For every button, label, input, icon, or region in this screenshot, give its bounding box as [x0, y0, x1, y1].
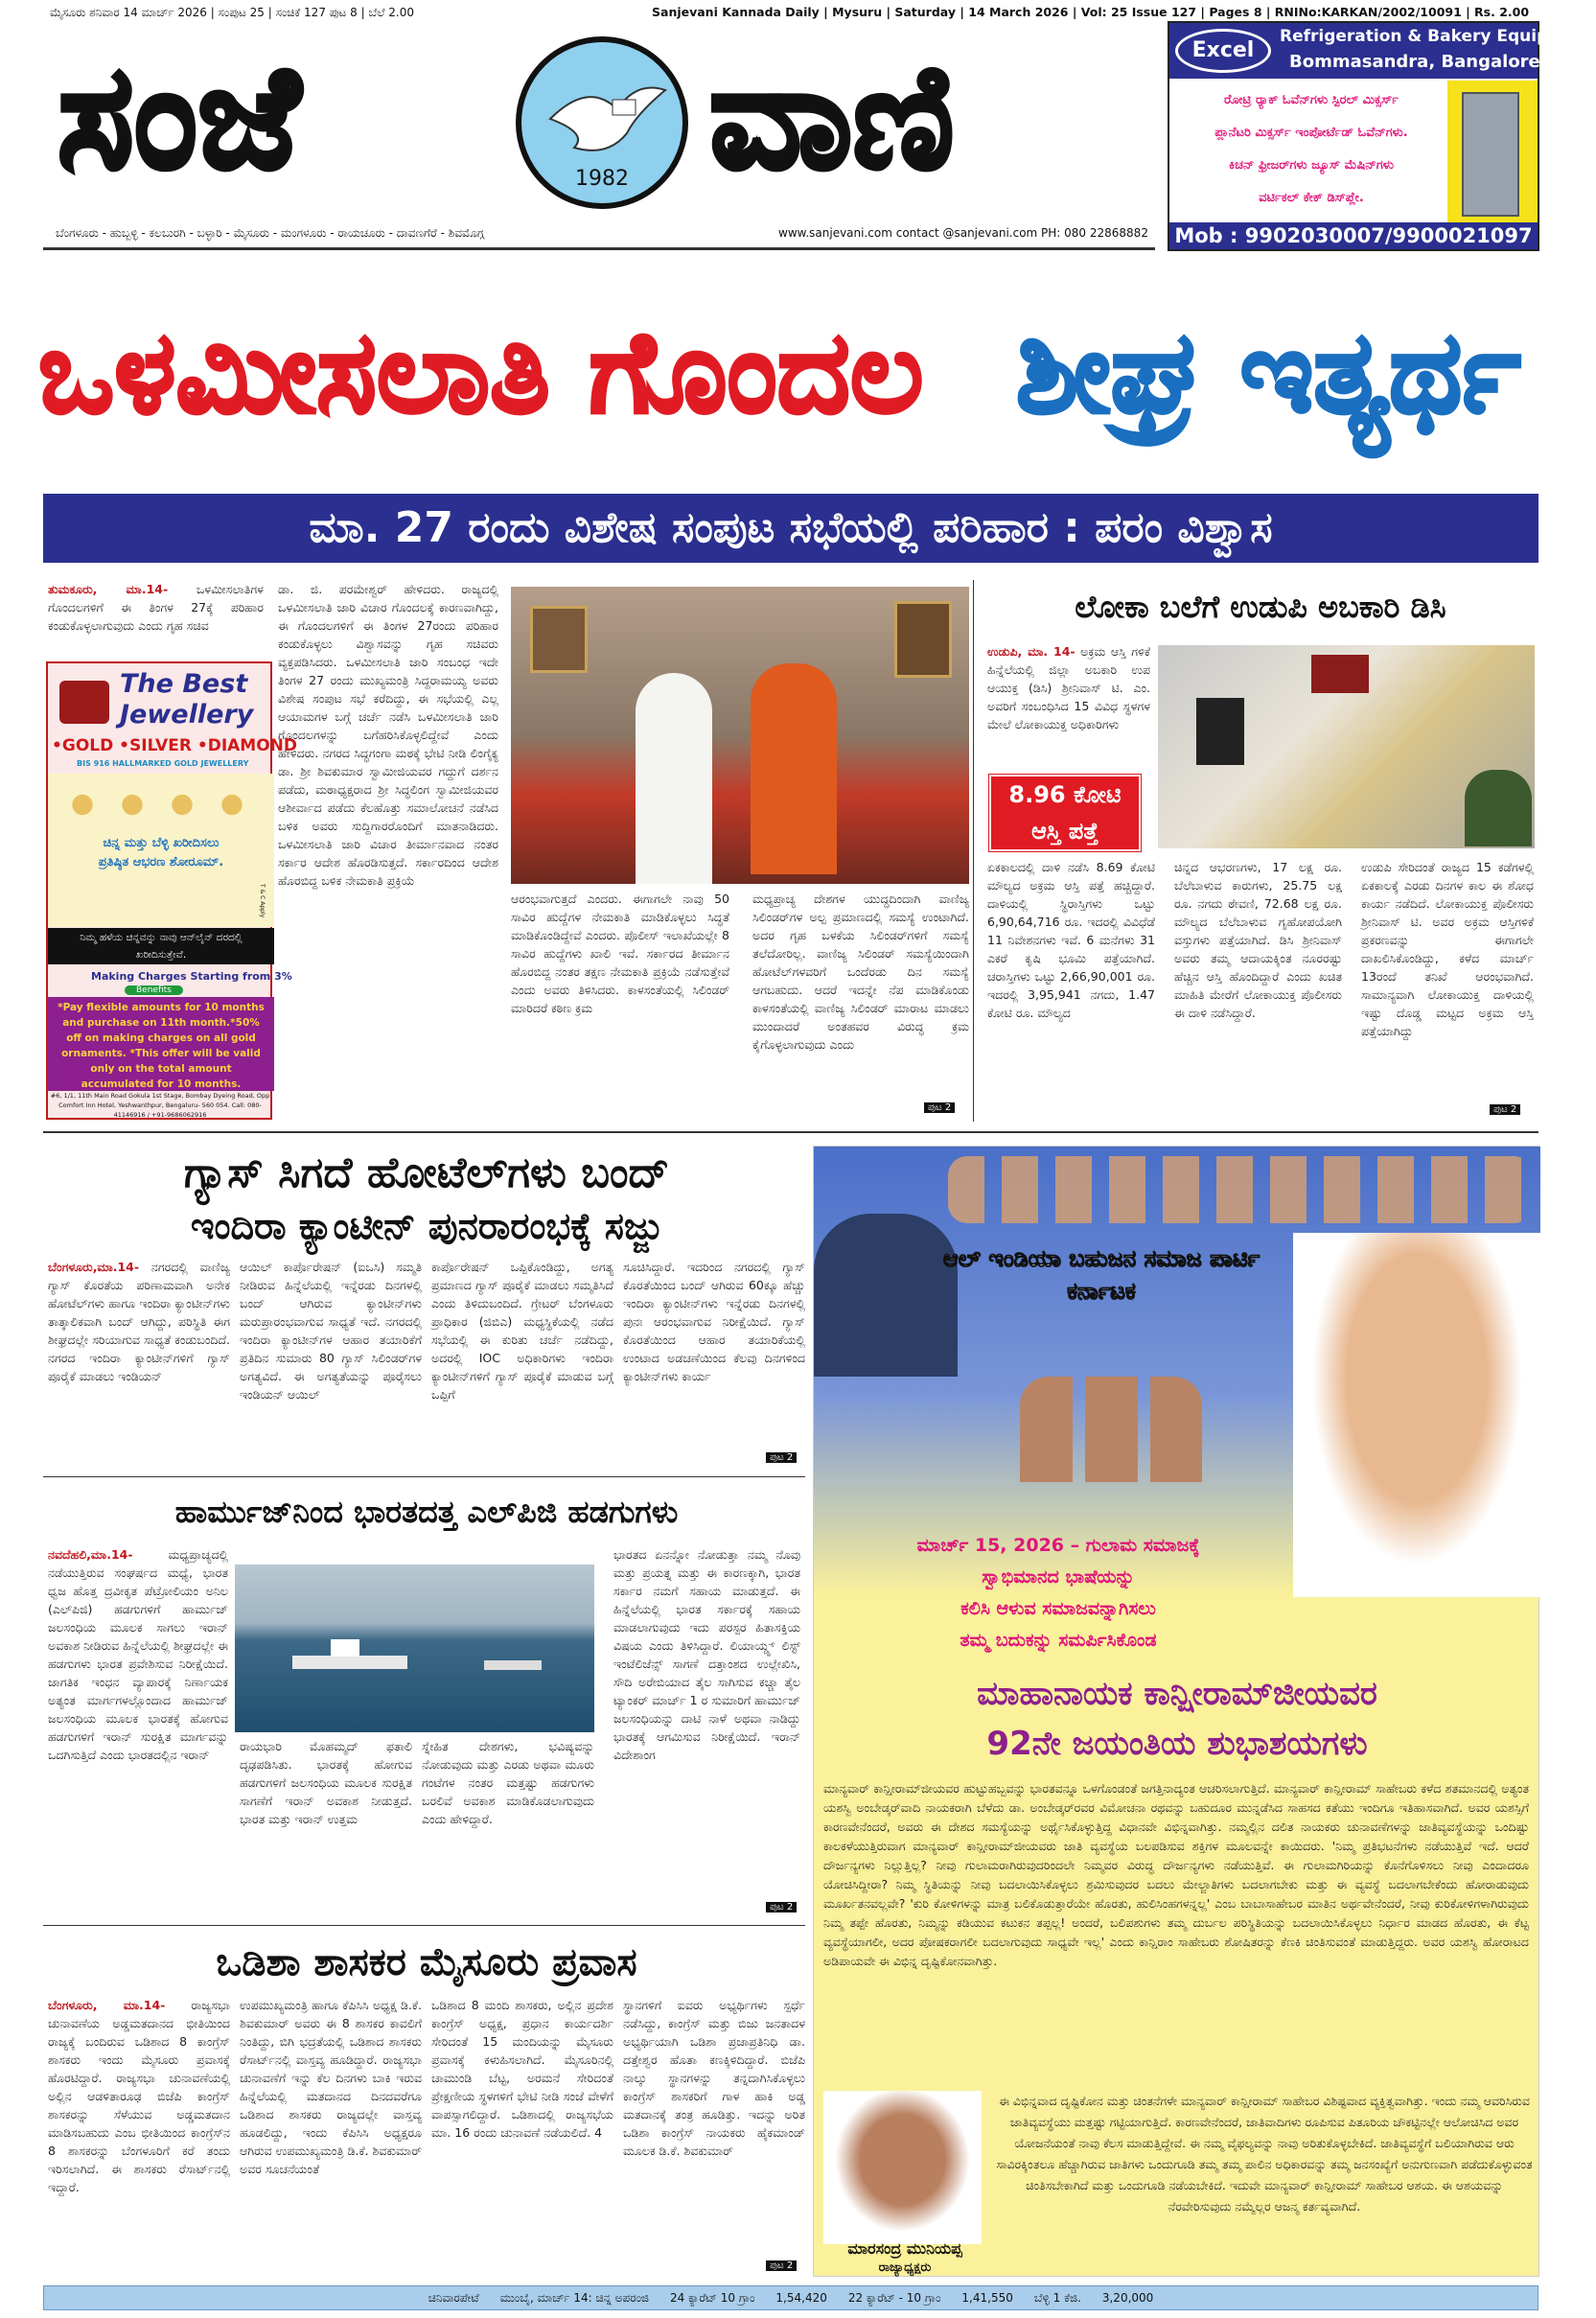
excel-logo: Excel [1175, 29, 1271, 73]
lead-body: ಆರಂಭವಾಗುತ್ತದೆ ಎಂದರು. ಈಗಾಗಲೇ ನಾವು 50 ಸಾವಿರ ಹುದ್ದೆಗಳ ನೇಮಕಾತಿ ಮಾಡಿಕೊಳ್ಳಲು ಸಿದ್ಧತೆ ಮಾಡಿಕೊಂಡಿದ್ದೇವೆ ಎಂದರು. ಪೊಲೀಸ್ ಇಲಾಖೆಯಲ್ಲೇ 8 ಸಾವಿರ ಹುದ್ದೆಗಳು ಖಾಲಿ ಇವೆ. ಸರ್ಕಾರದ ತೀರ್ಮಾನ ಹೊರಬಿದ್ದ ನಂತರ ತಕ್ಷಣ ನೇಮಕಾತಿ ಪ್ರಕ್ರಿಯೆ ನಡೆಸುತ್ತೇವೆ ಎಂದು ಅವರು ತಿಳಿಸಿದರು. ಕಾಳಸಂತೆಯಲ್ಲಿ ಸಿಲಿಂಡರ್ ಮಾರಿದರೆ ಕಠಿಣ ಕ್ರಮ [511, 892, 729, 1015]
odisha-body: ಸ್ಥಾನಗಳಿಗೆ ಐವರು ಅಭ್ಯರ್ಥಿಗಳು ಸ್ಪರ್ಧೆ ನಡೆಸಿದ್ದು, ಕಾಂಗ್ರೆಸ್ ಮತ್ತು ಬಿಜು ಜನತಾದಳ ಅಭ್ಯರ್ಥಿಯಾಗಿ ಒಡಿಶಾ ಪ್ರಜಾಪ್ರತಿನಿಧಿ ಡಾ. ದತ್ತೇಶ್ವರ ಹೊತಾ ಕಣಕ್ಕಿಳಿದಿದ್ದಾರೆ. ಬಿಜೆಪಿ ನಾಲ್ಕು ಸ್ಥಾನಗಳನ್ನು ತನ್ನದಾಗಿಸಿಕೊಳ್ಳಲು ಕಾಂಗ್ರೆಸ್ ಶಾಸಕರಿಗೆ ಗಾಳ ಹಾಕಿ ಅಡ್ಡ ಮತದಾನಕ್ಕೆ ತಂತ್ರ ಹೂಡಿತ್ತು. ಇದನ್ನು ಅರಿತ ಒಡಿಶಾ ಕಾಂಗ್ರೆಸ್ ನಾಯಕರು ಹೈಕಮಾಂಡ್ ಮೂಲಕ ಡಿ.ಕೆ. ಶಿವಕುಮಾರ್ [623, 1998, 805, 2158]
excel-line: ಕಿಚನ್ ಫ್ರೀಜರ್‌ಗಳು ಜ್ಯೂಸ್ ಮೆಷಿನ್‌ಗಳು [1228, 158, 1394, 173]
excel-line: ರೋಟ್ರಿ ರ್‍ಯಾಕ್ ಓವೆನ್‌ಗಳು ಸ್ಪಿರಲ್ ಮಿಕ್ಸರ್ಸ್ [1224, 93, 1399, 107]
lead-photo [511, 587, 969, 884]
jewellery-advertisement [46, 661, 298, 1120]
dateline: ತುಮಕೂರು, ಮಾ.14- [48, 582, 169, 596]
ticker-value: 1,54,420 [775, 2291, 827, 2305]
tribute-paragraph: ಮಾನ್ಯವಾರ್ ಕಾನ್ಷೀರಾಮ್‌ಜೀಯವರ ಹುಟ್ಟುಹಬ್ಬವನ್ನು ಭಾರತವನ್ನೂ ಒಳಗೊಂಡಂತೆ ಜಗತ್ತಿನಾದ್ಯಂತ ಆಚರಿಸಲಾಗುತ್ತಿದೆ. ಮಾನ್ಯವಾರ್ ಕಾನ್ಷೀರಾಮ್ ಸಾಹೇಬರು ಕಳೆದ ಶತಮಾನದಲ್ಲಿ ಅತ್ಯಂತ ಯಶಸ್ವಿ ಅಂಬೇಡ್ಕರ್‌ವಾದಿ ನಾಯಕರಾಗಿ ಬೆಳೆದು ಡಾ. ಅಂಬೇಡ್ಕರ್‌ರವರ ವಿಮೋಚನಾ ರಥವನ್ನು ಬಹುದೂರ ಮುನ್ನಡೆಸಿದ ಸಾಹಸದ ಕತೆಯು ಇಂದಿಗೂ ಇತಿಹಾಸವಾಗಿದೆ. ಅವರ ಯಶಸ್ಸಿಗೆ ಕಾರಣವೇನೆಂದರೆ, ಅವರು ಈ ದೇಶದ ಸಮಸ್ಯೆಯನ್ನು ಅರ್ಥೈಸಿಕೊಳ್ಳುತ್ತಿದ್ದ ವಿಧಾನವೇ ವಿಭಿನ್ನವಾಗಿತ್ತು. ನಮ್ಮಲ್ಲಿನ ದಲಿತ ನಾಯಕರು ಚುನಾವಣೆಗಳನ್ನು ಜಾತಿವ್ಯವಸ್ಥೆಯನ್ನು ಒಂದಿಷ್ಟು ಕಾಲಕಳೆಯುತ್ತಿರುವಾಗ ಮಾನ್ಯವಾರ್ ಕಾನ್ಷೀರಾಮ್‌ಜೀಯವರು ಜಾತಿ ವ್ಯವಸ್ಥೆಯ ಬಲಪಡಿಸುವ ಶಕ್ತಿಗಳ ಮೂಲವನ್ನೇ ಕಾಯಿದರು. 'ನಿಮ್ಮ ಪ್ರತಿಭಟನೆಗಳು ನಡೆಯುತ್ತಿವೆ ಇದೆ. ಆದರೆ ದೌರ್ಜನ್ಯಗಳು ನಿಲ್ಲುತ್ತಿಲ್ಲ? ನೀವು ಗುಲಾಮರಾಗಿರುವುದರಿಂದಲೇ ನಿಮ್ಮವರ ವಿರುದ್ಧ ದೌರ್ಜನ್ಯಗಳು ನಡೆಯುತ್ತಿವೆ. ಈ ಗುಲಾಮಗಿರಿಯನ್ನು ಕೊನೆಗೊಳಿಸಲು ನೀವು ಎಂದಾದರೂ ಯೋಚಿಸಿದ್ದೀರಾ? ನಿಮ್ಮ ಸ್ಥಿತಿಯನ್ನು ನೀವು ಬದಲಾಯಿಸಿಕೊಳ್ಳಲು ಶ್ರಮಿಸುವುದರ ಬದಲು ಮೇಲ್ಜಾತಿಗಳು ಬದಲಾಗಬೇಕು ಮತ್ತು ಈ ವ್ಯವಸ್ಥೆ ಬದಲಾಗಬೇಕೆಂದು ಹೋರಾಡುವುದು ಮೂರ್ಖತನವಲ್ಲವೇ? 'ಕುರಿ ಕೋಳಿಗಳನ್ನು ಮಾತ್ರ ಬಲಿಕೊಡುತ್ತಾರೆಯೇ ಹೊರತು, ಹುಲಿಸಿಂಹಗಳನ್ನಲ್ಲ' ಎಂಬ ಬಾಬಾಸಾಹೇಬರ ಮಾತಿನ ಅರ್ಥವೇನೆಂದರೆ, ನೀವು ಕುರಿಕೋಳಿಗಳಾಗಿರುವುದು ನಿಮ್ಮ ತಪ್ಪೇ ಹೊರತು, ನಿಮ್ಮನ್ನು ಕಡಿಯುವ ಕಟುಕನ ತಪ್ಪಲ್ಲ! ಅಂದರೆ, ಬಲಿಪಶುಗಳು ತಮ್ಮ ದುರ್ಬಲ ಪರಿಸ್ಥಿತಿಯನ್ನು ಬದಲಾಯಿಸಿಕೊಳ್ಳಲು ನಿರ್ಧಾರ ಮಾಡದ ಹೊರತು, ಈ ಕೆಟ್ಟ ವ್ಯವಸ್ಥೆಯಾಗಲೀ, ಅದರ ಪೋಷಕರಾಗಲೀ ಬದಲಾಗುವುದು ಸಾಧ್ಯವೇ ಇಲ್ಲ' ಎಂದು ಕಾನ್ಷಿರಾಂ ಸಾಹೇಬರು ಶೋಷಿತರನ್ನು ಕೆಣಕಿ ಚಿಂತಿಸುವಂತೆ ಮಾಡುತ್ತಿದ್ದರು. ಅವರ ಯಶಸ್ವಿ ಹೋರಾಟದ ಅಡಿಪಾಯವೇ ಈ ವಿಭಿನ್ನ ದೃಷ್ಟಿಕೋನವಾಗಿತ್ತು. [823, 1781, 1529, 1968]
excel-location: Bommasandra, Bangalore [1289, 52, 1540, 72]
old-gold-offer: ನಿಮ್ಮ ಹಳೆಯ ಚಿನ್ನವನ್ನು ನಾವು ಆನ್‌ಲೈನ್ ದರದಲ್ಲಿ ಖರೀದಿಸುತ್ತೇವೆ. [48, 928, 274, 964]
jewellery-metals: •GOLD •SILVER •DIAMOND [52, 736, 298, 755]
ticker-item: ಬೆಳ್ಳಿ 1 ಕೆಜಿ. [1033, 2290, 1081, 2305]
benefits-badge: Benefits [125, 985, 183, 995]
tagline-line: ಕಲಿಸಿ ಆಳುವ ಸಮಾಜವನ್ನಾಗಿಸಲು [960, 1598, 1156, 1619]
contact-info: www.sanjevani.com contact @sanjevani.com PH: 080 22868882 [778, 226, 1148, 240]
hormuz-body: ಭಾರತದ ಏನನ್ನೋ ನೋಡುತ್ತಾ ನಮ್ಮ ನೊವು ಮತ್ತು ಪ್ರಯತ್ನ ಮತ್ತು ಈ ಕಾರಣಕ್ಕಾಗಿ, ಭಾರತ ಸರ್ಕಾರ ನಮಗೆ ಸಹಾಯ ಮಾಡುತ್ತದೆ. ಈ ಹಿನ್ನೆಲೆಯಲ್ಲಿ ಭಾರತ ಸರ್ಕಾರಕ್ಕೆ ಸಹಾಯ ಮಾಡಲಾಗುವುದು ಇದು ಪರಸ್ಪರ ಹಿತಾಸಕ್ತಿಯ ವಿಷಯ ಎಂದು ತಿಳಿಸಿದ್ದಾರೆ. ಲಿಯಾಯ್ಡ್ಸ್ ಲಿಸ್ಟ್ ಇಂಟೆಲಿಜೆನ್ಸ್ ಸಾಗಣೆ ದತ್ತಾಂಶದ ಉಲ್ಲೇಖಿಸಿ, ಸೌದಿ ಅರೇಬಿಯಾದ ತೈಲ ಸಾಗಿಸುವ ಕಚ್ಚಾ ತೈಲ ಟ್ಯಾಂಕರ್ ಮಾರ್ಚ್ 1 ರ ಸುಮಾರಿಗೆ ಹಾರ್ಮುಜ್ ಜಲಸಂಧಿಯನ್ನು ದಾಟಿ ನಾಳೆ ಅಥವಾ ನಾಡಿದ್ದು ಭಾರತಕ್ಕೆ ಆಗಮಿಸುವ ನಿರೀಕ್ಷೆಯಿದೆ. ಇರಾನ್ ವಿದೇಶಾಂಗ [613, 1547, 800, 1762]
odisha-headline: ಒಡಿಶಾ ಶಾಸಕರ ಮೈಸೂರು ಪ್ರವಾಸ [216, 1940, 637, 1984]
founding-year: 1982 [575, 167, 629, 191]
excel-line: ವರ್ಟಿಕಲ್ ಕೇಕ್ ಡಿಸ್‌ಪ್ಲೇ. [1259, 191, 1364, 205]
lead-body: ಮಧ್ಯಪ್ರಾಚ್ಯ ದೇಶಗಳ ಯುದ್ಧದಿಂದಾಗಿ ವಾಣಿಜ್ಯ ಸಿಲಿಂಡರ್‌ಗಳ ಅಲ್ಪ ಪ್ರಮಾಣದಲ್ಲಿ ಸಮಸ್ಯೆ ಉಂಟಾಗಿದೆ. ಅದರ ಗೃಹ ಬಳಕೆಯ ಸಿಲಿಂಡರ್‌ಗಳಿಗೆ ಸಮಸ್ಯೆ ತಲೆದೋರಿಲ್ಲ. ವಾಣಿಜ್ಯ ಸಿಲಿಂಡರ್ ಸಮಸ್ಯೆಯಿಂದಾಗಿ ಹೋಟೆಲ್‌ಗಳವರಿಗೆ ಒಂದೆರಡು ದಿನ ಸಮಸ್ಯೆ ಆಗಬಹುದು. ಆದರೆ ಇದನ್ನೇ ನೆಪ ಮಾಡಿಕೊಂಡು ಕಾಳಸಂತೆಯಲ್ಲಿ ವಾಣಿಜ್ಯ ಸಿಲಿಂಡರ್ ಮಾರಾಟ ಮಾಡಲು ಮುಂದಾದರೆ ಅಂತಹವರ ವಿರುದ್ಧ ಕ್ರಮ ಕೈಗೊಳ್ಳಲಾಗುವುದು ಎಂದು [752, 892, 969, 1052]
ticker-value: 3,20,000 [1101, 2291, 1154, 2305]
odisha-body: ರಾಜ್ಯಸಭಾ ಚುನಾವಣೆಯ ಅಡ್ಡಮತದಾನದ ಭೀತಿಯಿಂದ ರಾಜ್ಯಕ್ಕೆ ಬಂದಿರುವ ಒಡಿಶಾದ 8 ಕಾಂಗ್ರೆಸ್ ಶಾಸಕರು ಇಂದು ಮೈಸೂರು ಪ್ರವಾಸಕ್ಕೆ ಹೊರಟಿದ್ದಾರೆ. ರಾಜ್ಯಸಭಾ ಚುನಾವಣೆಯಲ್ಲಿ ಅಲ್ಲಿನ ಆಡಳಿತಾರೂಢ ಬಿಜೆಪಿ ಕಾಂಗ್ರೆಸ್ ಶಾಸಕರನ್ನು ಸೆಳೆಯುವ ಅಡ್ಡಮತದಾನ ಮಾಡಿಸಬಹುದು ಎಂಬ ಭೀತಿಯಿಂದ ಕಾಂಗ್ರೆಸ್‌ನ 8 ಶಾಸಕರನ್ನು ಬೆಂಗಳೂರಿಗೆ ಕರೆ ತಂದು ಇರಿಸಲಾಗಿದೆ. ಈ ಶಾಸಕರು ರೆಸಾರ್ಟ್‌ನಲ್ಲಿ ಇದ್ದಾರೆ. [48, 1998, 230, 2194]
ad-title: ಮಾಹಾನಾಯಕ ಕಾನ್ಷೀರಾಮ್‌ಜೀಯವರ [977, 1675, 1377, 1713]
crown-logo-icon [59, 681, 109, 724]
lead-headline-red: ಒಳಮೀಸಲಾತಿ ಗೊಂದಲ [38, 306, 924, 438]
excel-advertisement [1168, 21, 1596, 251]
masthead-logo [58, 27, 1150, 214]
lead-body: ಡಾ. ಜಿ. ಪರಮೇಶ್ವರ್ ಹೇಳಿದರು. ರಾಜ್ಯದಲ್ಲಿ ಒಳಮೀಸಲಾತಿ ಜಾರಿ ವಿಚಾರ ಗೊಂದಲಕ್ಕೆ ಕಾರಣವಾಗಿದ್ದು, ಈ ಗೊಂದಲಗಳಿಗೆ ಈ ತಿಂಗಳ 27ರಂದು ಪರಿಹಾರ ಕಂಡುಕೊಳ್ಳಲು ವಿಶ್ವಾಸವನ್ನು ಗೃಹ ಸಚಿವರು ವ್ಯಕ್ತಪಡಿಸಿದರು. ಒಳಮೀಸಲಾತಿ ಜಾರಿ ಸಂಬಂಧ ಇದೇ ತಿಂಗಳ 27 ರಂದು ಮುಖ್ಯಮಂತ್ರಿ ಸಿದ್ದರಾಮಯ್ಯ ಅವರು ವಿಶೇಷ ಸಂಪುಟ ಸಭೆ ಕರೆದಿದ್ದು, ಈ ಸಭೆಯಲ್ಲಿ ಎಲ್ಲ ಆಯಾಮಗಳ ಬಗ್ಗೆ ಚರ್ಚೆ ನಡೆಸಿ ಒಳಮೀಸಲಾತಿ ಜಾರಿ ಗೊಂದಲಗಳನ್ನು ಬಗೆಹರಿಸಿಕೊಳ್ಳಲಿದ್ದೇವೆ ಎಂದು ಹೇಳಿದರು. ನಗರದ ಸಿದ್ಧಗಂಗಾ ಮಠಕ್ಕೆ ಭೇಟಿ ನೀಡಿ ಲಿಂಗೈಕ್ಯ ಡಾ. ಶ್ರೀ ಶಿವಕುಮಾರ ಸ್ವಾಮೀಜಿಯವರ ಗದ್ದುಗೆ ದರ್ಶನ ಪಡೆದು, ಮಠಾಧ್ಯಕ್ಷರಾದ ಶ್ರೀ ಸಿದ್ಧಲಿಂಗ ಸ್ವಾಮೀಜಿಯವರ ಆಶೀರ್ವಾದ ಪಡೆದು ಕೆಲಹೊತ್ತು ಸಮಾಲೋಚನೆ ನಡೆಸಿದ ಬಳಿಕ ಅವರು ಸುದ್ದಿಗಾರರೊಂದಿಗೆ ಮಾತನಾಡಿದರು. ಒಳಮೀಸಲಾತಿ ಜಾರಿ ವಿಚಾರ ತೀರ್ಮಾನವಾದ ನಂತರ ಸರ್ಕಾರ ಆದೇಶ ಹೊರಡಿಸುತ್ತದೆ. ಸರ್ಕಾರದಿಂದ ಆದೇಶ ಹೊರಬಿದ್ದ ಬಳಿಕ ನೇಮಕಾತಿ ಪ್ರಕ್ರಿಯೆ [278, 582, 498, 888]
hallmark-text: BIS 916 HALLMARKED GOLD JEWELLERY [77, 759, 249, 768]
gas-subheadline: ಇಂದಿರಾ ಕ್ಯಾಂಟೀನ್ ಪುನರಾರಂಭಕ್ಕೆ ಸಜ್ಜು [190, 1205, 663, 1247]
ticker-label: ಚಿನಿವಾರಪೇಟೆ [428, 2290, 479, 2305]
hormuz-body: ಮಧ್ಯಪ್ರಾಚ್ಯದಲ್ಲಿ ನಡೆಯುತ್ತಿರುವ ಸಂಘರ್ಷದ ಮಧ್ಯೆ, ಭಾರತ ಧ್ವಜ ಹೊತ್ತ ದ್ರವೀಕೃತ ಪೆಟ್ರೋಲಿಯಂ ಅನಿಲ (ಎಲ್‌ಪಿಜಿ) ಹಡಗುಗಳಿಗೆ ಹಾರ್ಮುಜ್ ಜಲಸಂಧಿಯ ಮೂಲಕ ಸಾಗಲು ಇರಾನ್ ಅವಕಾಶ ನೀಡಿರುವ ಹಿನ್ನೆಲೆಯಲ್ಲಿ ಶೀಘ್ರದಲ್ಲೇ ಈ ಹಡಗುಗಳು ಭಾರತ ಪ್ರವೇಶಿಸುವ ನಿರೀಕ್ಷೆಯಿದೆ. ಜಾಗತಿಕ ಇಂಧನ ವ್ಯಾಪಾರಕ್ಕೆ ನಿರ್ಣಾಯಕ ಅತ್ಯಂತ ಮಾರ್ಗಗಳಲ್ಲೊಂದಾದ ಹಾರ್ಮುಜ್ ಜಲಸಂಧಿಯ ಮೂಲಕ ಭಾರತಕ್ಕೆ ಹೋಗುವ ಹಡಗುಗಳಿಗೆ ಇರಾನ್ ಸುರಕ್ಷಿತ ಮಾರ್ಗವನ್ನು ಒದಗಿಸುತ್ತಿದೆ ಎಂದು ಭಾರತದಲ್ಲಿನ ಇರಾನ್ [48, 1547, 228, 1762]
making-charges: Making Charges Starting from 3% [91, 970, 292, 983]
lokayukta-body: ಅಕ್ರಮ ಆಸ್ತಿ ಗಳಿಕೆ ಹಿನ್ನೆಲೆಯಲ್ಲಿ ಜಿಲ್ಲಾ ಅಬಕಾರಿ ಉಪ ಆಯುಕ್ತ (ಡಿಸಿ) ಶ್ರೀನಿವಾಸ್ ಟಿ. ಎಂ. ಅವರಿಗೆ ಸಂಬಂಧಿಸಿದ 15 ವಿವಿಧ ಸ್ಥಳಗಳ ಮೇಲೆ ಲೋಕಾಯುಕ್ತ ಅಧಿಕಾರಿಗಳು [987, 644, 1150, 731]
excel-title: Refrigeration & Bakery Equipment [1280, 27, 1596, 46]
masthead-name-left: ಸಂಜೆ [58, 35, 300, 201]
edition-cities: ಬೆಂಗಳೂರು - ಹುಬ್ಬಳ್ಳಿ - ಕಲಬುರಗಿ - ಬಳ್ಳಾರಿ - ಮೈಸೂರು - ಮಂಗಳೂರು - ರಾಯಚೂರು - ದಾವಣಗೆರೆ - ಶಿವಮೊಗ್ಗ [56, 226, 485, 240]
lokayukta-body: ಚಿನ್ನದ ಆಭರಣಗಳು, 17 ಲಕ್ಷ ರೂ. ಬೆಲೆಬಾಳುವ ಕಾರುಗಳು, 25.75 ಲಕ್ಷ ರೂ. ನಗದು ಠೇವಣಿ, 72.68 ಲಕ್ಷ ರೂ. ಮೌಲ್ಯದ ಬೆಲೆಬಾಳುವ ಗೃಹೋಪಯೋಗಿ ವಸ್ತುಗಳು ಪತ್ತೆಯಾಗಿದೆ. ಡಿಸಿ ಶ್ರೀನಿವಾಸ್ ಅವರು ತಮ್ಮ ಆದಾಯಕ್ಕಿಂತ ನೂರರಷ್ಟು ಹೆಚ್ಚಿನ ಆಸ್ತಿ ಹೊಂದಿದ್ದಾರೆ ಎಂದು ಖಚಿತ ಮಾಹಿತಿ ಮೇರೆಗೆ ಲೋಕಾಯುಕ್ತ ಪೊಲೀಸರು ಈ ದಾಳಿ ನಡೆಸಿದ್ದಾರೆ. [1174, 860, 1342, 1020]
jewellery-brand-2: Jewellery [120, 700, 254, 730]
gas-body: ಆಯಿಲ್ ಕಾರ್ಪೊರೇಷನ್ (ಐಒಸಿ) ಸಮ್ಮತಿ ನೀಡಿರುವ ಹಿನ್ನೆಲೆಯಲ್ಲಿ ಇನ್ನೆರಡು ದಿನಗಳಲ್ಲಿ ಬಂದ್ ಆಗಿರುವ ಕ್ಯಾಂಟೀನ್‌ಗಳು ಮರುಪ್ರಾರಂಭವಾಗುವ ಸಾಧ್ಯತೆ ಇದೆ. ನಗರದಲ್ಲಿ ಇಂದಿರಾ ಕ್ಯಾಂಟೀನ್‌ಗಳ ಆಹಾರ ತಯಾರಿಕೆಗೆ ಪ್ರತಿದಿನ ಸುಮಾರು 80 ಗ್ಯಾಸ್ ಸಿಲಿಂಡರ್‌ಗಳ ಅಗತ್ಯವಿದೆ. ಈ ಅಗತ್ಯತೆಯನ್ನು ಪೂರೈಸಲು ಇಂಡಿಯನ್ ಆಯಿಲ್ [240, 1260, 422, 1402]
continued-tag: ಪುಟ 2 [766, 1452, 797, 1463]
party-state: ಕರ್ನಾಟಕ [1067, 1278, 1136, 1305]
gas-headline: ಗ್ಯಾಸ್ ಸಿಗದೆ ಹೋಟೆಲ್‌ಗಳು ಬಂದ್ [183, 1148, 670, 1197]
jewellery-kn-line: ಚಿನ್ನ ಮತ್ತು ಬೆಳ್ಳಿ ಖರೀದಿಸಲು [103, 836, 220, 850]
lead-body: ಒಳಮೀಸಲಾತಿಗಳ ಗೊಂದಲಗಳಿಗೆ ಈ ತಿಂಗಳ 27ಕ್ಕೆ ಪರಿಹಾರ ಕಂಡುಕೊಳ್ಳಲಾಗುವುದು ಎಂದು ಗೃಹ ಸಚಿವ [48, 582, 264, 633]
tagline-line: ಮಾರ್ಚ್ 15, 2026 – ಗುಲಾಮ ಸಮಾಜಕ್ಕೆ [916, 1535, 1200, 1556]
gas-body: ಕಾರ್ಪೊರೇಷನ್ ಒಪ್ಪಿಕೊಂಡಿದ್ದು, ಅಗತ್ಯ ಪ್ರಮಾಣದ ಗ್ಯಾಸ್ ಪೂರೈಕೆ ಮಾಡಲು ಸಮ್ಮತಿಸಿದೆ ಎಂದು ತಿಳಿದುಬಂದಿದೆ. ಗ್ರೇಟರ್ ಬೆಂಗಳೂರು ಪ್ರಾಧಿಕಾರ (ಜಿಬಿಎ) ಮಧ್ಯಸ್ಥಿಕೆಯಲ್ಲಿ ನಡೆದ ಸಭೆಯಲ್ಲಿ ಈ ಕುರಿತು ಚರ್ಚೆ ನಡೆದಿದ್ದು, ಅದರಲ್ಲಿ IOC ಅಧಿಕಾರಿಗಳು ಇಂದಿರಾ ಕ್ಯಾಂಟೀನ್‌ಗಳಿಗೆ ಗ್ಯಾಸ್ ಪೂರೈಕೆ ಮಾಡುವ ಬಗ್ಗೆ ಒಪ್ಪಿಗೆ [431, 1260, 613, 1402]
masthead-name-right: ವಾಣಿ [709, 35, 955, 201]
lokayukta-body: ಏಕಕಾಲದಲ್ಲಿ ದಾಳಿ ನಡೆಸಿ 8.69 ಕೋಟಿ ಮೌಲ್ಯದ ಅಕ್ರಮ ಆಸ್ತಿ ಪತ್ತೆ ಹಚ್ಚಿದ್ದಾರೆ. ದಾಳಿಯಲ್ಲಿ ಸ್ಥಿರಾಸ್ತಿಗಳು ಒಟ್ಟು 6,90,64,716 ರೂ. ಇದರಲ್ಲಿ ವಿವಿಧೆಡೆ 11 ನಿವೇಶನಗಳು ಇವೆ. 6 ಮನೆಗಳು 31 ಎಕರೆ ಕೃಷಿ ಭೂಮಿ ಪತ್ತೆಯಾಗಿದೆ. ಚರಾಸ್ತಿಗಳು ಒಟ್ಟು 2,66,90,001 ರೂ. ಇದರಲ್ಲಿ 3,95,941 ನಗದು, 1.47 ಕೋಟಿ ರೂ. ಮೌಲ್ಯದ [987, 860, 1155, 1020]
party-name: ಆಲ್ ಇಂಡಿಯಾ ಬಹುಜನ ಸಮಾಜ ಪಾರ್ಟಿ [942, 1245, 1261, 1272]
dateline: ಉಡುಪಿ, ಮಾ. 14- [987, 644, 1076, 659]
jewellery-address: #6, 1/1, 11th Main Road Gokula 1st Stage, Bombay Dyeing Road, Opp Comfort Inn Hotel, Yeshwanthpur, Bengaluru- 560 054. Call: 080-41146916 / +91-9686062916 [50, 1092, 270, 1119]
bullion-rates-ticker [43, 2285, 1538, 2310]
excel-mobile: Mob : 9902030007/9900021097 [1169, 222, 1538, 249]
dateline: ಬೆಂಗಳೂರು, ಮಾ.14- [48, 1998, 166, 2012]
assets-amount: 8.96 ಕೋಟಿ [1008, 781, 1122, 808]
tc-apply: T & C Apply [259, 884, 266, 918]
continued-tag: ಪುಟ 2 [924, 1102, 955, 1113]
odisha-body: ಒಡಿಶಾದ 8 ಮಂದಿ ಶಾಸಕರು, ಅಲ್ಲಿನ ಪ್ರದೇಶ ಕಾಂಗ್ರೆಸ್ ಅಧ್ಯಕ್ಷ, ಪ್ರಧಾನ ಕಾರ್ಯದರ್ಶಿ ಸೇರಿದಂತೆ 15 ಮಂದಿಯನ್ನು ಮೈಸೂರು ಪ್ರವಾಸಕ್ಕೆ ಕಳುಹಿಸಲಾಗಿದೆ. ಮೈಸೂರಿನಲ್ಲಿ ಚಾಮುಂಡಿ ಬೆಟ್ಟ, ಅರಮನೆ ಸೇರಿದಂತೆ ಪ್ರೇಕ್ಷಣೀಯ ಸ್ಥಳಗಳಿಗೆ ಭೇಟಿ ನೀಡಿ ಸಂಜೆ ವೇಳೆಗೆ ವಾಪಸ್ಸಾಗಲಿದ್ದಾರೆ. ಒಡಿಶಾದಲ್ಲಿ ರಾಜ್ಯಸಭೆಯ ಮಾ. 16 ರಂದು ಚುನಾವಣೆ ನಡೆಯಲಿದೆ. 4 [431, 1998, 613, 2140]
tagline-line: ತಮ್ಮ ಬದುಕನ್ನು ಸಮರ್ಪಿಸಿಕೊಂಡ [960, 1630, 1157, 1651]
leaders-group-photo [1020, 1377, 1202, 1482]
bsp-advertisement [813, 1146, 1539, 2277]
issue-info-kannada: ಮೈಸೂರು ಶನಿವಾರ 14 ಮಾರ್ಚ್ 2026 | ಸಂಪುಟ 25 | ಸಂಚಿಕೆ 127 ಪುಟ 8 | ಬೆಲೆ 2.00 [50, 6, 414, 19]
gas-body: ನಗರದಲ್ಲಿ ವಾಣಿಜ್ಯ ಗ್ಯಾಸ್ ಕೊರತೆಯ ಪರಿಣಾಮವಾಗಿ ಅನೇಕ ಹೋಟೆಲ್‌ಗಳು ಹಾಗೂ ಇಂದಿರಾ ಕ್ಯಾಂಟೀನ್‌ಗಳು ತಾತ್ಕಾಲಿಕವಾಗಿ ಬಂದ್ ಆಗಿದ್ದು, ಪರಿಸ್ಥಿತಿ ಈಗ ಶೀಘ್ರದಲ್ಲೇ ಸರಿಯಾಗುವ ಸಾಧ್ಯತೆ ಕಂಡುಬಂದಿದೆ. ನಗರದ ಇಂದಿರಾ ಕ್ಯಾಂಟೀನ್‌ಗಳಿಗೆ ಗ್ಯಾಸ್ ಪೂರೈಕೆ ಮಾಡಲು ಇಂಡಿಯನ್ [48, 1260, 230, 1383]
assets-highlight-box [989, 775, 1141, 851]
assets-label: ಆಸ್ತಿ ಪತ್ತೆ [1030, 818, 1099, 845]
ad-title-2: 92ನೇ ಜಯಂತಿಯ ಶುಭಾಶಯಗಳು [986, 1725, 1368, 1763]
hormuz-body: ಸ್ನೇಹಿತ ದೇಶಗಳು, ಭವಿಷ್ಯವನ್ನು ನೋಡುವುದು ಮತ್ತು ಎರಡು ಅಥವಾ ಮೂರು ಗಂಟೆಗಳ ನಂತರ ಮತ್ತಷ್ಟು ಹಡಗುಗಳು ಬರಲಿವೆ ಅವಕಾಶ ಮಾಡಿಕೊಡಲಾಗುವುದು ಎಂದು ಹೇಳಿದ್ದಾರೆ. [422, 1739, 594, 1826]
issue-info-english: Sanjevani Kannada Daily | Mysuru | Saturday | 14 March 2026 | Vol: 25 Issue 127 | Pages 8 | RNINo:KARKAN/2002/10091 | Rs. 2.00 [652, 5, 1530, 19]
jewellery-brand: The Best [120, 669, 248, 699]
lokayukta-body: ಉಡುಪಿ ಸೇರಿದಂತೆ ರಾಜ್ಯದ 15 ಕಡೆಗಳಲ್ಲಿ ಏಕಕಾಲಕ್ಕೆ ಎರಡು ದಿನಗಳ ಕಾಲ ಈ ಶೋಧ ಕಾರ್ಯ ನಡೆದಿದೆ. ಲೋಕಾಯುಕ್ತ ಪೊಲೀಸರು ಶ್ರೀನಿವಾಸ್ ಟಿ. ಅವರ ಅಕ್ರಮ ಆಸ್ತಿಗಳಿಕೆ ಪ್ರಕರಣವನ್ನು ಈಗಾಗಲೇ ದಾಖಲಿಸಿಕೊಂಡಿದ್ದು, ಕಳೆದ ಮಾರ್ಚ್ 13ರಂದೆ ತನಿಖೆ ಆರಂಭವಾಗಿದೆ. ಸಾಮಾನ್ಯವಾಗಿ ಲೋಕಾಯುಕ್ತ ದಾಳಿಯಲ್ಲಿ ಇಷ್ಟು ದೊಡ್ಡ ಮಟ್ಟದ ಅಕ್ರಮ ಆಸ್ತಿ ಪತ್ತೆಯಾಗಿದ್ದು [1361, 860, 1534, 1038]
continued-tag: ಪುಟ 2 [766, 2260, 797, 2271]
lead-subheadline-banner: ಮಾ. 27 ರಂದು ವಿಶೇಷ ಸಂಪುಟ ಸಭೆಯಲ್ಲಿ ಪರಿಹಾರ : ಪರಂ ವಿಶ್ವಾಸ [43, 494, 1538, 563]
ticker-item: ಮುಂಬೈ, ಮಾರ್ಚ್ 14: ಚಿನ್ನ ಅಪರಂಜಿ [499, 2290, 649, 2305]
dove-emblem [516, 36, 688, 209]
seized-assets-photo [1158, 645, 1535, 848]
odisha-body: ಉಪಮುಖ್ಯಮಂತ್ರಿ ಹಾಗೂ ಕೆಪಿಸಿಸಿ ಅಧ್ಯಕ್ಷ ಡಿ.ಕೆ. ಶಿವಕುಮಾರ್ ಅವರು ಈ 8 ಶಾಸಕರ ಕಾವಲಿಗೆ ನಿಂತಿದ್ದು, ಬಿಗಿ ಭದ್ರತೆಯಲ್ಲಿ ಒಡಿಶಾದ ಶಾಸಕರು ರೆಸಾರ್ಟ್‌ನಲ್ಲಿ ವಾಸ್ತವ್ಯ ಹೂಡಿದ್ದಾರೆ. ರಾಜ್ಯಸಭಾ ಚುನಾವಣೆಗೆ ಇನ್ನು ಕೆಲ ದಿನಗಳು ಬಾಕಿ ಇರುವ ಹಿನ್ನೆಲೆಯಲ್ಲಿ ಮತದಾನದ ದಿನದವರೆಗೂ ಒಡಿಶಾದ ಶಾಸಕರು ರಾಜ್ಯದಲ್ಲೇ ವಾಸ್ತವ್ಯ ಹೂಡಲಿದ್ದು, ಇಂದು ಕೆಪಿಸಿಸಿ ಅಧ್ಯಕ್ಷರೂ ಆಗಿರುವ ಉಪಮುಖ್ಯಮಂತ್ರಿ ಡಿ.ಕೆ. ಶಿವಕುಮಾರ್ ಅವರ ಸೂಚನೆಯಂತೆ [240, 1998, 422, 2176]
lpg-ship-photo [235, 1565, 594, 1732]
ticker-value: 1,41,550 [961, 2291, 1013, 2305]
gas-body: ಸೂಚಿಸಿದ್ದಾರೆ. ಇದರಿಂದ ನಗರದಲ್ಲಿ ಗ್ಯಾಸ್ ಕೊರತೆಯಿಂದ ಬಂದ್ ಆಗಿರುವ 60ಕ್ಕೂ ಹೆಚ್ಚು ಇಂದಿರಾ ಕ್ಯಾಂಟೀನ್‌ಗಳು ಇನ್ನೆರಡು ದಿನಗಳಲ್ಲಿ ಪುನಃ ಆರಂಭವಾಗುವ ನಿರೀಕ್ಷೆಯಿದೆ. ಗ್ಯಾಸ್ ಕೊರತೆಯಿಂದ ಆಹಾರ ತಯಾರಿಕೆಯಲ್ಲಿ ಉಂಟಾದ ಅಡಚಣೆಯಿಂದ ಕೆಲವು ದಿನಗಳಿಂದ ಕ್ಯಾಂಟೀನ್‌ಗಳು ಕಾರ್ಯ [623, 1260, 805, 1383]
offer-terms: *Pay flexible amounts for 10 months and purchase on 11th month.*50% off on making charges on all gold ornaments. *This offer will be valid only on the total amount accumulated for 10 months. [48, 997, 274, 1091]
leader-title: ರಾಜ್ಯಾಧ್ಯಕ್ಷರು [878, 2260, 932, 2275]
lokayukta-headline: ಲೋಕಾ ಬಲೆಗೆ ಉಡುಪಿ ಅಬಕಾರಿ ಡಿಸಿ [1075, 589, 1446, 625]
excel-line: ಪ್ಲಾನೆಟರಿ ಮಿಕ್ಸರ್ಸ್ ಇಂಪೋರ್ಟೆಡ್ ಓವೆನ್‌ಗಳು. [1214, 126, 1408, 140]
lead-headline-blue: ಶೀಘ್ರ ಇತ್ಯರ್ಥ [1016, 306, 1521, 438]
ticker-item: 22 ಕ್ಯಾರೆಟ್ - 10 ಗ್ರಾಂ [847, 2290, 941, 2305]
tribute-paragraph-2: ಈ ವಿಭಿನ್ನವಾದ ದೃಷ್ಟಿಕೋನ ಮತ್ತು ಚಿಂತನೆಗಳೇ ಮಾನ್ಯವಾರ್ ಕಾನ್ಷೀರಾಮ್ ಸಾಹೇಬರ ವಿಶಿಷ್ಟವಾದ ವ್ಯಕ್ತಿತ್ವವಾಗಿತ್ತು. ಇಂದು ನಮ್ಮ ಆವರಿಸಿರುವ ಜಾತಿವ್ಯವಸ್ಥೆಯು ಮತ್ತಷ್ಟು ಗಟ್ಟಿಯಾಗುತ್ತಿದೆ. ಕಾರಣವೇನೆಂದರೆ, ಜಾತಿವಾದಿಗಳು ರೂಪಿಸುವ ಪಿತೂರಿಯ ಚೌಕಟ್ಟಿನಲ್ಲೇ ಆಲೋಚಿಸಿದ ಅವರ ಯೋಜನೆಯಂತೆ ನಾವು ಕೆಲಸ ಮಾಡುತ್ತಿದ್ದೇವೆ. ಈ ನಮ್ಮ ವೈಫಲ್ಯವನ್ನು ನಾವು ಅರಿತುಕೊಳ್ಳಬೇಕಿದೆ. ಜಾತಿವ್ಯವಸ್ಥೆಗೆ ಬಲಿಯಾಗಿರುವ ಆರು ಸಾವಿರಕ್ಕಿಂತಲೂ ಹೆಚ್ಚಾಗಿರುವ ಜಾತಿಗಳು ಒಂದುಗೂಡಿ ತಮ್ಮ ತಮ್ಮ ಪಾಲಿನ ಅಧಿಕಾರವನ್ನು ತಮ್ಮ ಜನಸಂಖ್ಯೆಗೆ ಅನುಗುಣವಾಗಿ ಪಡೆದುಕೊಳ್ಳುವಂತ ಚಿಂತಿಸಬೇಕಾಗಿದೆ ಮತ್ತು ಒಂದುಗೂಡಿ ನಡೆಯಬೇಕಿದೆ. ಇದುವೇ ಮಾನ್ಯವಾರ್ ಕಾನ್ಷೀರಾಮ್ ಸಾಹೇಬರ ಆಶಯ. ಈ ಆಶಯವನ್ನು ನೆರವೇರಿಸುವುದು ನಮ್ಮೆಲ್ಲರ ಆಜನ್ಮ ಕರ್ತವ್ಯವಾಗಿದೆ. [996, 2094, 1533, 2214]
tagline-line: ಸ್ವಾಭಿಮಾನದ ಭಾಷೆಯನ್ನು [982, 1566, 1135, 1588]
state-president-photo [823, 2091, 982, 2244]
ticker-item: 24 ಕ್ಯಾರೆಟ್ 10 ಗ್ರಾಂ [669, 2290, 755, 2305]
leader-name: ಮಾರಸಂದ್ರ ಮುನಿಯಪ್ಪ [847, 2239, 962, 2258]
dateline: ಬೆಂಗಳೂರು,ಮಾ.14- [48, 1260, 140, 1274]
hormuz-body: ರಾಯಭಾರಿ ಮೊಹಮ್ಮದ್ ಫತಾಲಿ ದೃಢಪಡಿಸಿತು. ಭಾರತಕ್ಕೆ ಹೋಗುವ ಹಡಗುಗಳಿಗೆ ಜಲಸಂಧಿಯ ಮೂಲಕ ಸುರಕ್ಷಿತ ಸಾಗಣೆಗೆ ಇರಾನ್ ಅವಕಾಶ ನೀಡುತ್ತದೆ. ಭಾರತ ಮತ್ತು ಇರಾನ್ ಉತ್ತಮ [240, 1739, 412, 1826]
hormuz-headline: ಹಾರ್ಮುಜ್‌ನಿಂದ ಭಾರತದತ್ತ ಎಲ್‌ಪಿಜಿ ಹಡಗುಗಳು [174, 1494, 679, 1530]
jewellery-kn-line: ಪ್ರತಿಷ್ಠಿತ ಆಭರಣ ಶೋರೂಮ್. [98, 855, 224, 869]
continued-tag: ಪುಟ 2 [766, 1902, 797, 1912]
continued-tag: ಪುಟ 2 [1490, 1104, 1520, 1115]
kanshiram-portrait [1293, 1233, 1540, 1597]
dateline: ನವದೆಹಲಿ,ಮಾ.14- [48, 1547, 133, 1562]
leader-portraits-row [948, 1156, 1533, 1223]
